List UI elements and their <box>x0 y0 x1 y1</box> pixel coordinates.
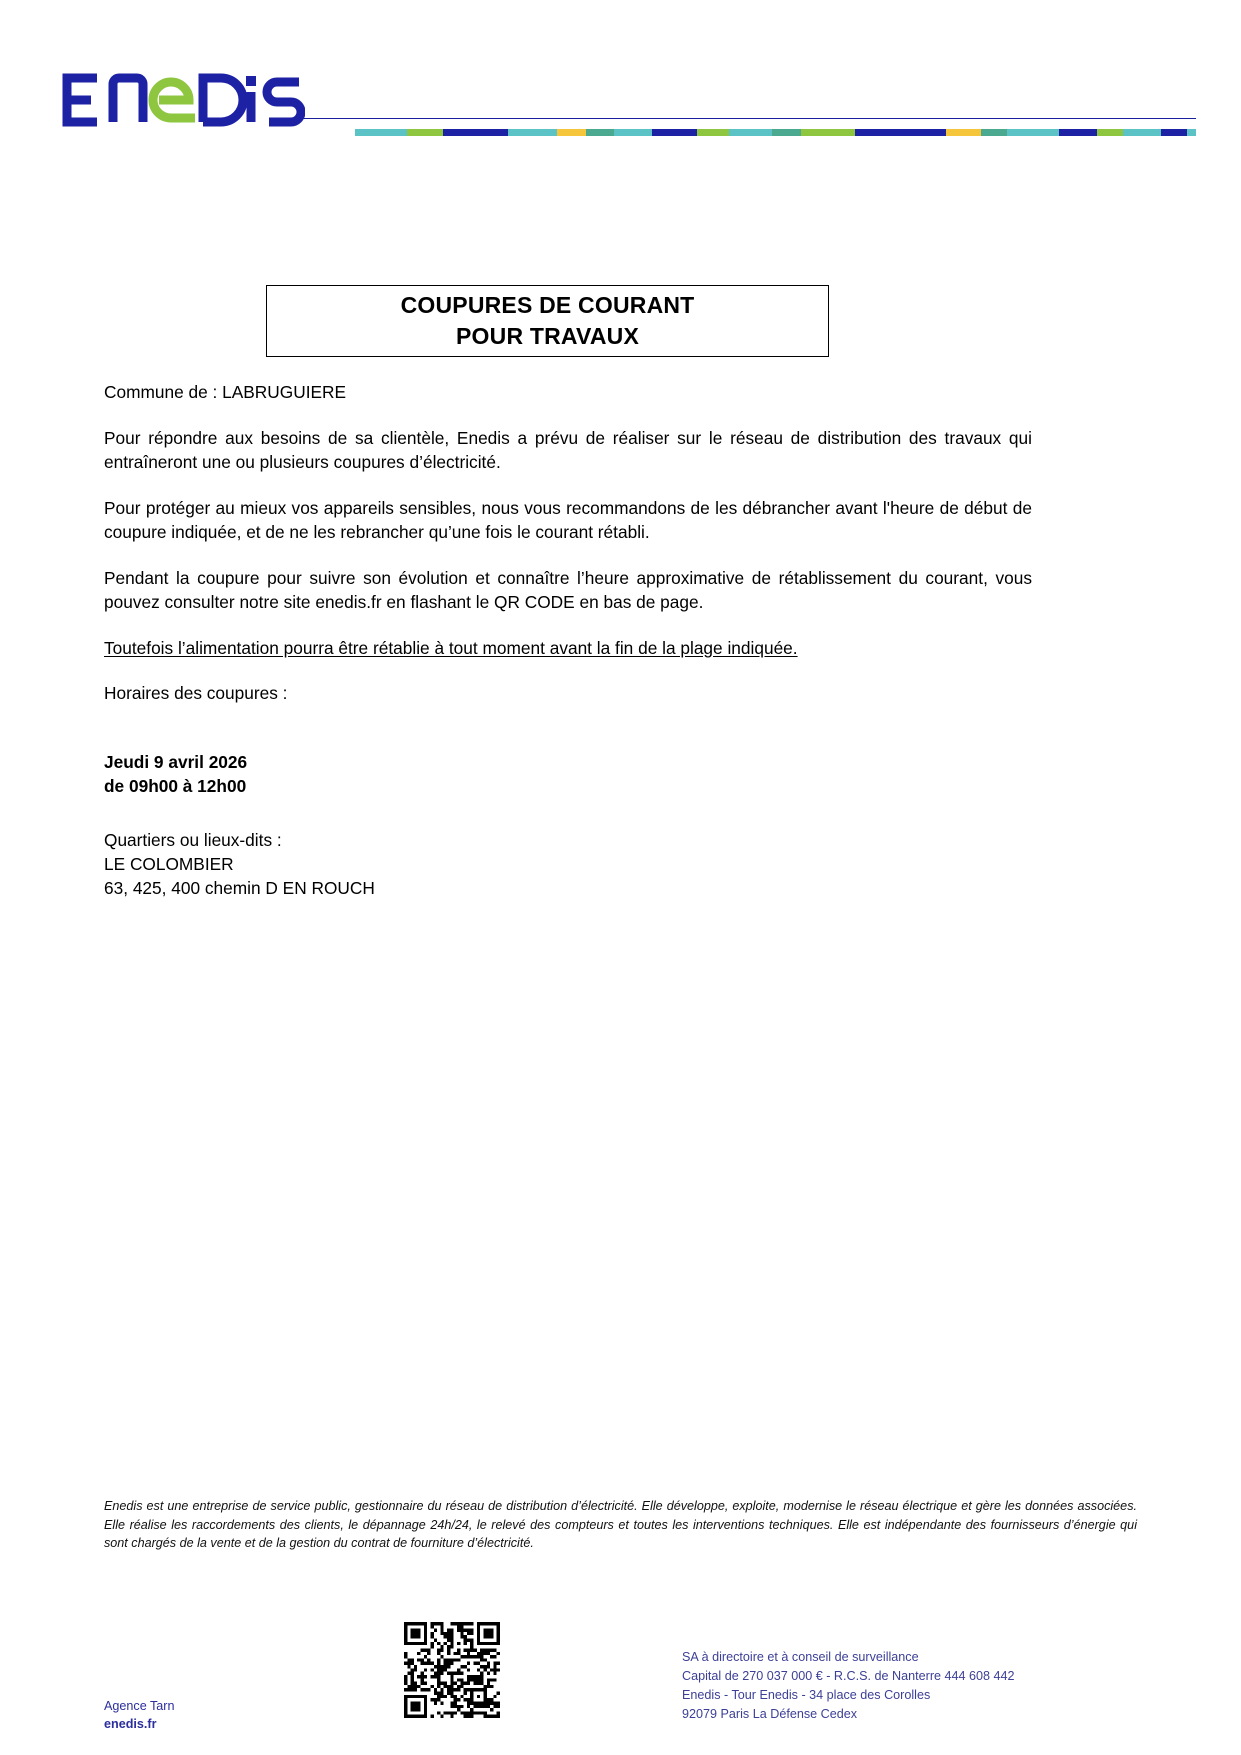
commune-line: Commune de : LABRUGUIERE <box>104 382 347 402</box>
schedule-label: Horaires des coupures : <box>104 683 288 704</box>
color-bar-segment-1 <box>407 129 443 136</box>
color-bar-segment-11 <box>801 129 855 136</box>
company-line-4: 92079 Paris La Défense Cedex <box>682 1707 858 1722</box>
schedule-date: Jeudi 9 avril 2026 <box>104 751 248 772</box>
color-bar-segment-0 <box>355 129 407 136</box>
header-color-bar <box>355 129 1196 136</box>
agency-website[interactable]: enedis.fr <box>104 1717 157 1732</box>
color-bar-segment-10 <box>772 129 801 136</box>
color-bar-segment-3 <box>508 129 557 136</box>
color-bar-segment-8 <box>697 129 728 136</box>
company-info-block <box>682 1648 1015 1725</box>
document-body <box>104 380 1032 901</box>
paragraph-works-notice: Pour répondre aux besoins de sa clientèle, Enedis a prévu de réaliser sur le réseau de distribution des travaux qui entraîneront une ou plusieurs coupures d’électricité. <box>104 427 1032 473</box>
color-bar-segment-5 <box>586 129 614 136</box>
schedule-block <box>104 750 1032 799</box>
page-header <box>55 62 1196 152</box>
color-bar-segment-7 <box>652 129 697 136</box>
company-line-1: SA à directoire et à conseil de surveillance <box>682 1650 919 1664</box>
color-bar-segment-20 <box>1187 129 1196 136</box>
agency-block <box>104 1697 174 1734</box>
color-bar-segment-15 <box>1007 129 1059 136</box>
title-line-2: POUR TRAVAUX <box>456 323 639 349</box>
enedis-logo <box>55 70 305 130</box>
color-bar-segment-18 <box>1123 129 1161 136</box>
paragraph-restoration-notice: Toutefois l’alimentation pourra être rétablie à tout moment avant la fin de la plage indiquée. <box>104 637 798 658</box>
color-bar-segment-9 <box>729 129 772 136</box>
color-bar-segment-13 <box>946 129 981 136</box>
company-line-2: Capital de 270 037 000 € - R.C.S. de Nanterre 444 608 442 <box>682 1669 1015 1684</box>
legal-disclaimer: Enedis est une entreprise de service public, gestionnaire du réseau de distribution d’électricité. Elle développe, exploite, modernise le réseau électrique et gère les données associées. Elle réalise les raccordements des clients, le dépannage 24h/24, le relevé des compteurs et toutes les interventions techniques. Elle est indépendante des fournisseurs d’énergie qui sont chargés de la vente et de la gestion du contrat de fourniture d’électricité. <box>104 1499 1137 1551</box>
qr-code[interactable] <box>404 1622 500 1718</box>
title-line-1: COUPURES DE COURANT <box>400 292 695 319</box>
header-rule-line <box>300 118 1196 119</box>
places-label: Quartiers ou lieux-dits : <box>104 830 282 851</box>
color-bar-segment-4 <box>557 129 586 136</box>
color-bar-segment-19 <box>1161 129 1187 136</box>
place-item-2: 63, 425, 400 chemin D EN ROUCH <box>104 877 375 898</box>
color-bar-segment-12 <box>855 129 946 136</box>
color-bar-segment-2 <box>443 129 508 136</box>
company-line-3: Enedis - Tour Enedis - 34 place des Corolles <box>682 1688 931 1703</box>
color-bar-segment-6 <box>614 129 652 136</box>
color-bar-segment-14 <box>981 129 1007 136</box>
header-rule <box>300 118 1196 136</box>
color-bar-segment-16 <box>1059 129 1097 136</box>
paragraph-appliance-advice: Pour protéger au mieux vos appareils sensibles, nous vous recommandons de les débrancher avant l'heure de début de coupure indiquée, et de ne les rebrancher qu’une fois le courant rétabli. <box>104 497 1032 543</box>
schedule-time: de 09h00 à 12h00 <box>104 776 247 797</box>
paragraph-qr-info: Pendant la coupure pour suivre son évolution et connaître l’heure approximative de rétablissement du courant, vous pouvez consulter notre site enedis.fr en flashant le QR CODE en bas de page. <box>104 567 1032 613</box>
place-item-1: LE COLOMBIER <box>104 853 234 874</box>
color-bar-segment-17 <box>1097 129 1123 136</box>
agency-name: Agence Tarn <box>104 1699 175 1713</box>
places-block <box>104 829 1032 901</box>
title-box <box>266 285 829 357</box>
